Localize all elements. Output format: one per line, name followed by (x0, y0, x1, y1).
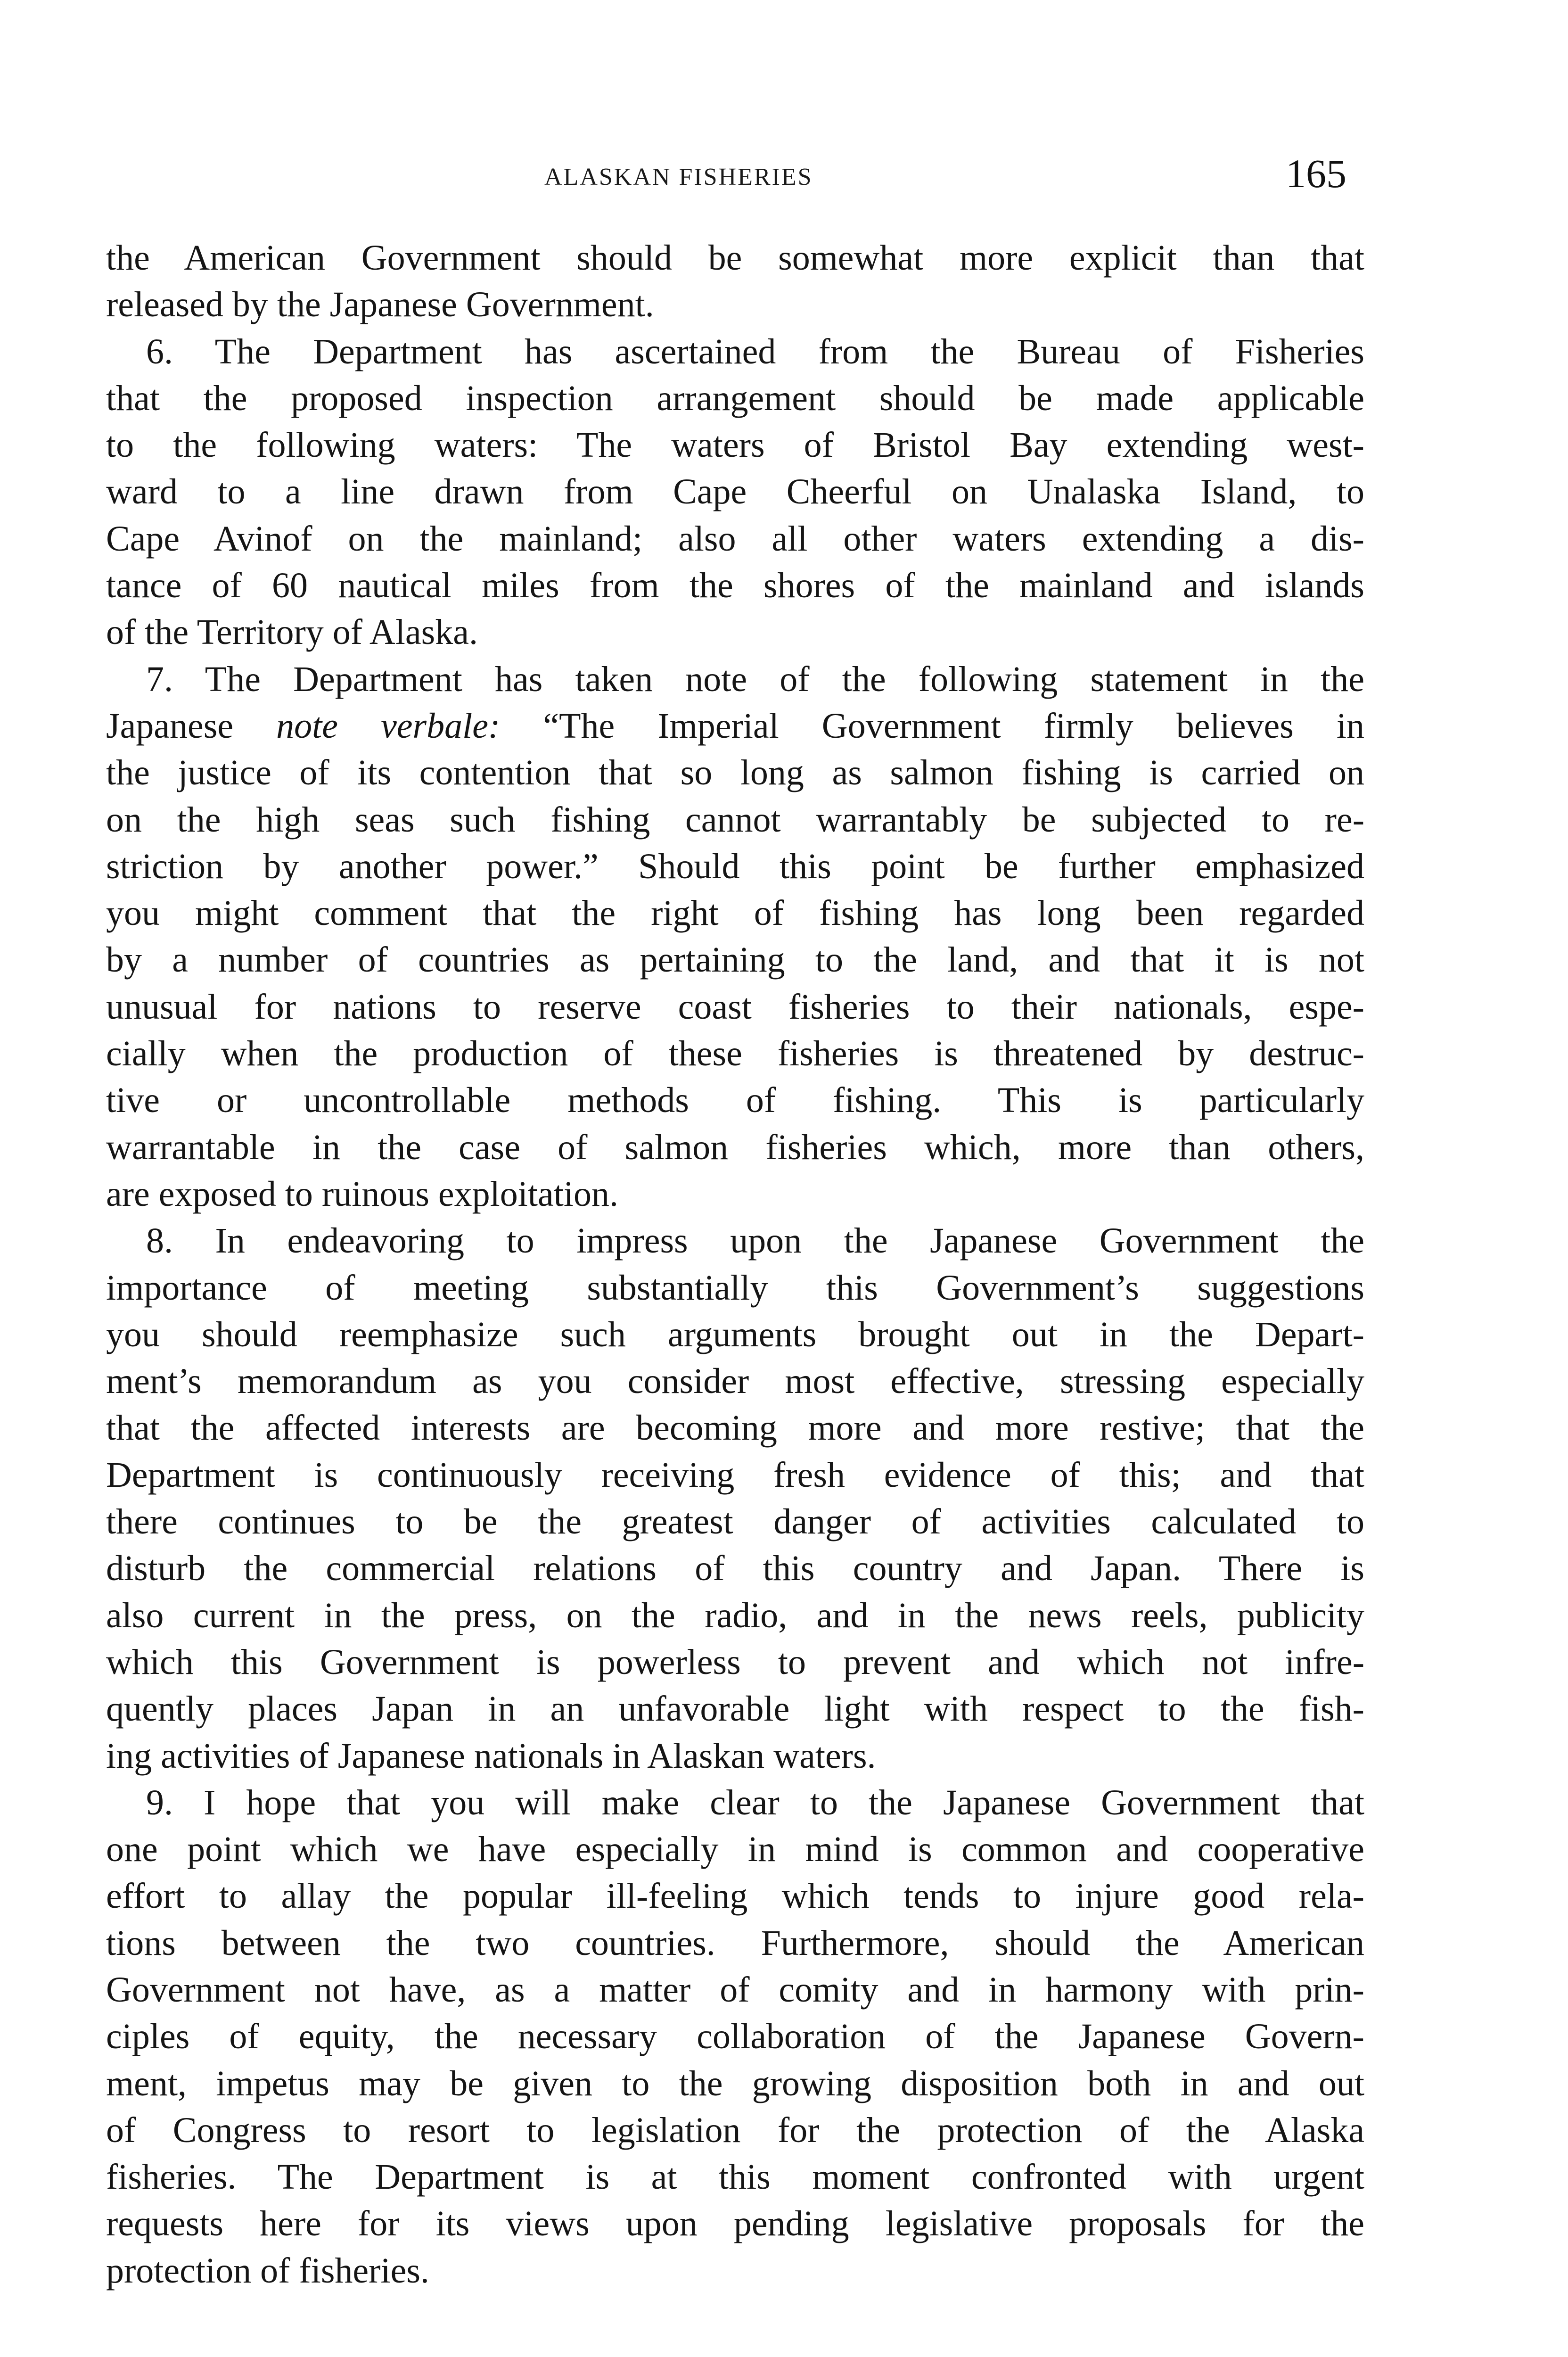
text-line: that the proposed inspection arrangement should be made applicable (106, 378, 1364, 418)
text-line: of Congress to resort to legislation for the protection of the Alaska (106, 2110, 1364, 2150)
text-line: Department is continuously receiving fresh evidence of this; and that (106, 1455, 1364, 1495)
text-line: unusual for nations to reserve coast fisheries to their nationals, espe- (106, 987, 1364, 1027)
text-line: you should reemphasize such arguments brought out in the Depart- (106, 1314, 1364, 1354)
text-line: tive or uncontrollable methods of fishing. This is particularly (106, 1080, 1364, 1121)
text-line: on the high seas such fishing cannot warrantably be subjected to re- (106, 799, 1364, 840)
text-line: tance of 60 nautical miles from the shores of the mainland and islands (106, 566, 1364, 606)
text-line: the justice of its contention that so long as salmon fishing is carried on (106, 753, 1364, 793)
running-header (106, 150, 1369, 206)
running-title: ALASKAN FISHERIES (544, 164, 813, 190)
text-line: ciples of equity, the necessary collaboration of the Japanese Govern- (106, 2017, 1364, 2057)
text-line: the American Government should be somewhat more explicit than that (106, 238, 1364, 278)
text-line: quently places Japan in an unfavorable light with respect to the fish- (106, 1689, 1364, 1729)
text-line: also current in the press, on the radio, and in the news reels, publicity (106, 1595, 1364, 1635)
text-line: Government not have, as a matter of comity and in harmony with prin- (106, 1970, 1364, 2010)
paragraph-6-start: 6. The Department has ascertained from the Bureau of Fisheries (146, 331, 1364, 371)
paragraph-7-start: 7. The Department has taken note of the following statement in the (146, 659, 1364, 699)
text-line: by a number of countries as pertaining to the land, and that it is not (106, 940, 1364, 980)
text-line: fisheries. The Department is at this moment confronted with urgent (106, 2157, 1364, 2197)
text-line: to the following waters: The waters of Bristol Bay extending west- (106, 425, 1364, 465)
text-line: disturb the commercial relations of this country and Japan. There is (106, 1549, 1364, 1589)
text-line: you might comment that the right of fishing has long been regarded (106, 893, 1364, 933)
page-number: 165 (1286, 151, 1346, 196)
paragraph-8-start: 8. In endeavoring to impress upon the Japanese Government the (146, 1221, 1364, 1261)
text-line: are exposed to ruinous exploitation. (106, 1174, 618, 1214)
text-line: protection of fisheries. (106, 2250, 429, 2291)
text-line: released by the Japanese Government. (106, 285, 654, 325)
text-line: one point which we have especially in mind is common and cooperative (106, 1830, 1364, 1870)
text-line: warrantable in the case of salmon fisheries which, more than others, (106, 1127, 1364, 1167)
text-line-with-italic (106, 703, 1364, 750)
text-line: Cape Avinof on the mainland; also all other waters extending a dis- (106, 519, 1364, 559)
text-line: tions between the two countries. Furthermore, should the American (106, 1923, 1364, 1963)
italic-phrase: note verbale: (276, 706, 501, 746)
text-line: ward to a line drawn from Cape Cheerful on Unalaska Island, to (106, 472, 1364, 512)
text-line: effort to allay the popular ill-feeling which tends to injure good rela- (106, 1876, 1364, 1916)
text-line: ment’s memorandum as you consider most effective, stressing especially (106, 1361, 1364, 1401)
text-line: importance of meeting substantially this Government’s suggestions (106, 1268, 1364, 1308)
text-segment: Japanese (106, 706, 277, 746)
text-line: striction by another power.” Should this point be further emphasized (106, 846, 1364, 886)
text-line: which this Government is powerless to prevent and which not infre- (106, 1642, 1364, 1682)
text-line: of the Territory of Alaska. (106, 612, 478, 652)
text-line: ing activities of Japanese nationals in Alaskan waters. (106, 1736, 876, 1776)
paragraph-9-start: 9. I hope that you will make clear to the Japanese Government that (146, 1782, 1364, 1822)
text-line: that the affected interests are becoming more and more restive; that the (106, 1408, 1364, 1448)
text-line: ment, impetus may be given to the growing disposition both in and out (106, 2063, 1364, 2103)
text-segment: “The Imperial Government firmly believes in (500, 706, 1364, 746)
text-line: requests here for its views upon pending legislative proposals for the (106, 2204, 1364, 2244)
text-line: cially when the production of these fisheries is threatened by destruc- (106, 1034, 1364, 1074)
text-line: there continues to be the greatest danger of activities calculated to (106, 1502, 1364, 1542)
body-text (106, 235, 1364, 2294)
